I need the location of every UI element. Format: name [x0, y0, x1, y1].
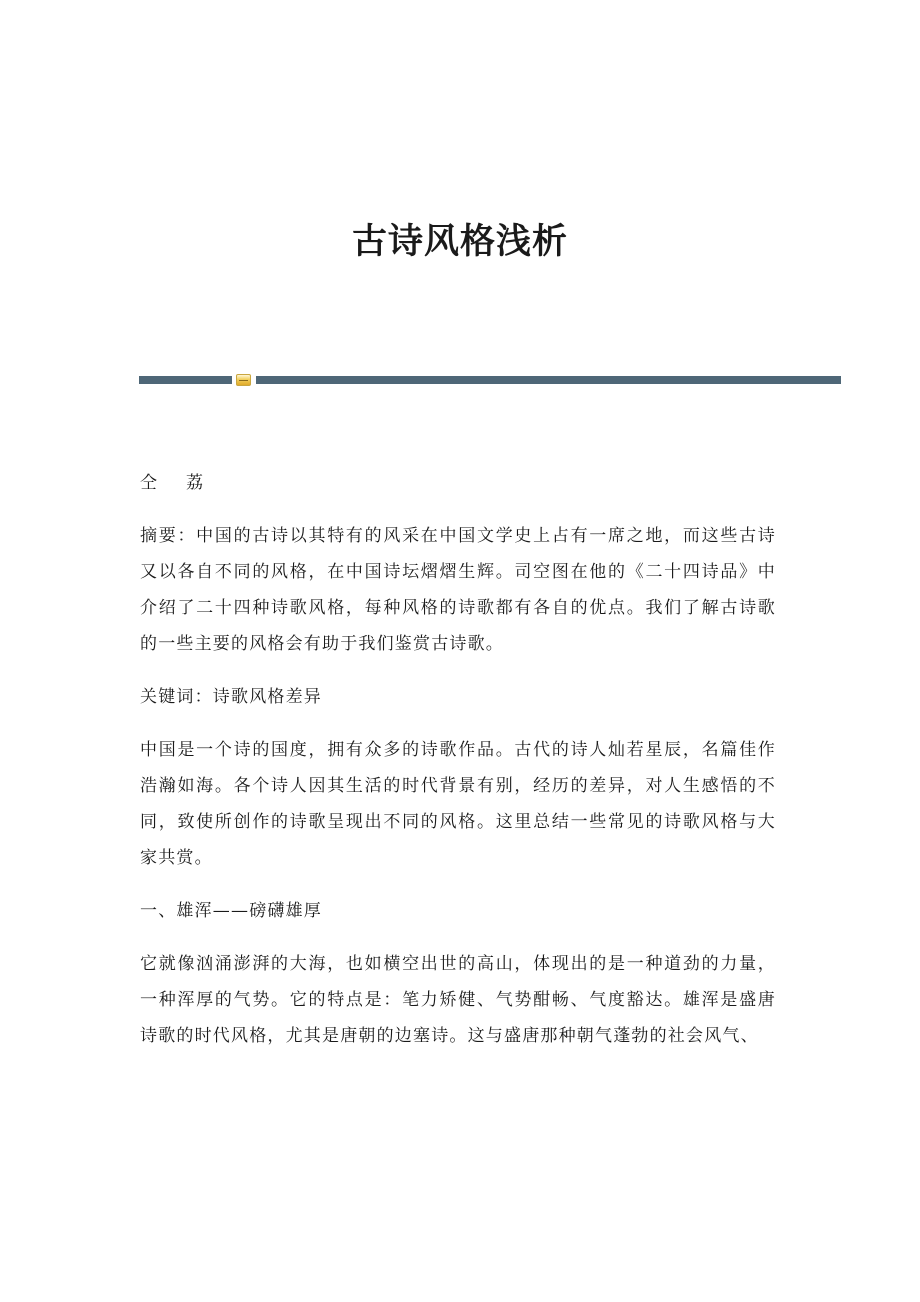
body-paragraph: 它就像汹涌澎湃的大海，也如横空出世的高山，体现出的是一种道劲的力量，一种浑厚的气势。它的特点是：笔力矫健、气势酣畅、气度豁达。雄浑是盛唐诗歌的时代风格，尤其是唐朝的边塞诗。这与盛唐那种朝气蓬勃的社会风气、 — [140, 954, 776, 1046]
document-body — [140, 465, 776, 1071]
scroll-ornament-icon — [236, 374, 251, 386]
divider-bar-left — [139, 376, 232, 384]
intro-paragraph: 中国是一个诗的国度，拥有众多的诗歌作品。古代的诗人灿若星辰，名篇佳作浩瀚如海。各个诗人因其生活的时代背景有别，经历的差异，对人生感悟的不同，致使所创作的诗歌呈现出不同的风格。这里总结一些常见的诗歌风格与大家共赏。 — [140, 740, 776, 868]
title-divider — [139, 374, 841, 386]
page-title: 古诗风格浅析 — [351, 221, 568, 262]
keywords-paragraph: 关键词：诗歌风格差异 — [140, 687, 322, 707]
author-name: 仝 荔 — [140, 473, 209, 493]
divider-bar-right — [256, 376, 841, 384]
abstract-paragraph: 摘要：中国的古诗以其特有的风采在中国文学史上占有一席之地，而这些古诗又以各自不同的风格，在中国诗坛熠熠生辉。司空图在他的《二十四诗品》中介绍了二十四种诗歌风格，每种风格的诗歌都有各自的优点。我们了解古诗歌的一些主要的风格会有助于我们鉴赏古诗歌。 — [140, 526, 776, 654]
section-heading: 一、雄浑——磅礴雄厚 — [140, 901, 322, 921]
